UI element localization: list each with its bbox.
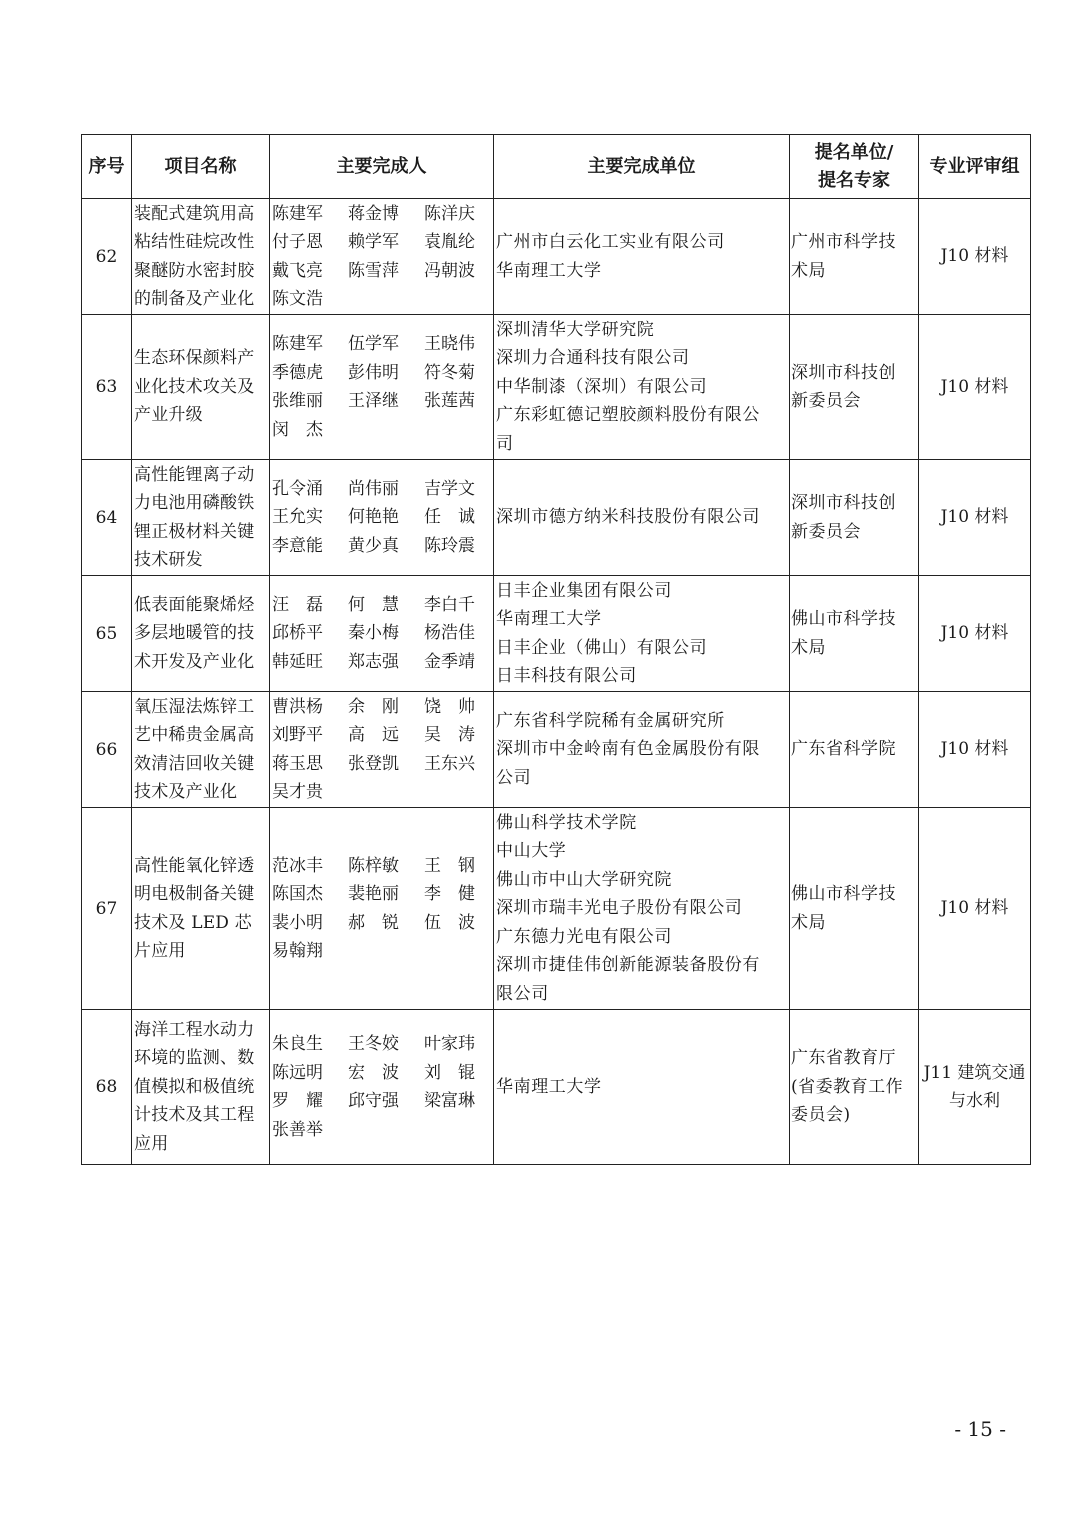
person-name: 邱守强 — [348, 1091, 399, 1111]
header-nominator-line — [790, 139, 918, 195]
person-name: 孔令涌 — [272, 478, 323, 499]
person-name: 张莲茜 — [424, 391, 475, 411]
units-cell — [494, 460, 790, 576]
people-cell — [270, 692, 494, 808]
project-name-line: 高性能氧化锌透 — [134, 855, 255, 876]
people-line — [270, 330, 493, 359]
nominator-line: 佛山市科学技 — [791, 609, 896, 629]
person-name: 李 健 — [424, 884, 475, 904]
project-name-line: 低表面能聚烯烃 — [134, 594, 255, 615]
person-name: 伍 波 — [424, 912, 475, 933]
unit-line: 公司 — [496, 767, 532, 788]
unit-line: 深圳市中金岭南有色金属股份有限 — [496, 739, 760, 760]
person-name: 蒋玉思 — [272, 753, 323, 774]
person-name: 黄少真 — [348, 535, 399, 556]
person-name: 何艳艳 — [348, 507, 399, 528]
person-name: 裴小明 — [272, 912, 323, 933]
person-name: 付子恩 — [272, 232, 323, 252]
header-project: 项目名称 — [132, 135, 270, 199]
person-name: 陈国杰 — [272, 884, 323, 904]
project-name-line: 技术及产业化 — [134, 782, 238, 802]
project-name-line: 生态环保颜料产 — [134, 348, 255, 369]
person-name: 陈雪萍 — [348, 260, 399, 281]
person-name: 王冬姣 — [348, 1034, 399, 1054]
person-name: 袁胤纶 — [424, 232, 475, 252]
people-cell — [270, 199, 494, 315]
nominator-line: 广州市科学技 — [791, 232, 896, 252]
unit-line: 日丰企业（佛山）有限公司 — [496, 637, 708, 658]
group-cell — [919, 692, 1031, 808]
person-name: 王泽继 — [348, 391, 399, 411]
header-nominator — [790, 135, 919, 199]
people-line — [270, 591, 493, 620]
person-name: 梁富琳 — [424, 1091, 475, 1111]
nominator-line: 术局 — [791, 912, 826, 933]
nominator-cell — [790, 808, 919, 1010]
people-line — [270, 750, 493, 779]
people-line — [270, 1059, 493, 1088]
project-name — [132, 315, 270, 460]
unit-line: 中华制漆（深圳）有限公司 — [496, 376, 708, 397]
nominator-line: 佛山市科学技 — [791, 884, 896, 904]
units-cell — [494, 199, 790, 315]
person-name: 张登凯 — [348, 753, 399, 774]
table-row — [82, 1010, 1031, 1165]
project-name — [132, 576, 270, 692]
group-cell — [919, 460, 1031, 576]
person-name: 符冬菊 — [424, 362, 475, 383]
project-name-line: 环境的监测、数 — [134, 1048, 255, 1069]
person-name: 杨浩佳 — [424, 623, 475, 644]
person-name: 任 诚 — [424, 507, 475, 528]
nominator-cell — [790, 692, 919, 808]
person-name: 余 刚 — [348, 696, 399, 717]
unit-line: 广东德力光电有限公司 — [496, 926, 672, 947]
project-name-line: 高性能锂离子动 — [134, 464, 255, 485]
person-name: 罗 耀 — [272, 1091, 323, 1111]
row-number: 62 — [82, 199, 132, 315]
person-name: 陈远明 — [272, 1062, 323, 1083]
row-number: 67 — [82, 808, 132, 1010]
person-name: 刘 锟 — [424, 1062, 475, 1083]
person-name: 陈建军 — [272, 334, 323, 354]
unit-line: 广东彩虹德记塑胶颜料股份有限公 — [496, 405, 760, 426]
project-name-line: 聚醚防水密封胶 — [134, 260, 255, 281]
unit-line: 华南理工大学 — [496, 609, 602, 629]
header-no: 序号 — [82, 135, 132, 199]
person-name: 邱桥平 — [272, 623, 323, 644]
person-name: 吉学文 — [424, 478, 475, 499]
people-line — [270, 503, 493, 532]
nominator-line: 新委员会 — [791, 391, 861, 411]
unit-line: 深圳市捷佳伟创新能源装备股份有 — [496, 955, 760, 976]
unit-line: 华南理工大学 — [496, 1076, 602, 1097]
project-name-line: 业化技术攻关及 — [134, 376, 255, 397]
unit-line: 中山大学 — [496, 841, 567, 862]
nominator-line: 委员会) — [791, 1105, 851, 1126]
people-line — [270, 387, 493, 416]
project-name-line: 艺中稀贵金属高 — [134, 725, 255, 745]
people-line — [270, 648, 493, 677]
people-line — [270, 228, 493, 257]
project-name-line: 产业升级 — [134, 405, 203, 426]
table-row — [82, 460, 1031, 576]
people-line — [270, 619, 493, 648]
project-name — [132, 692, 270, 808]
person-name: 李意能 — [272, 535, 323, 556]
person-name: 郝 锐 — [348, 912, 399, 933]
people-line — [270, 721, 493, 750]
nominator-line: 深圳市科技创 — [791, 362, 896, 383]
table-row — [82, 692, 1031, 808]
person-name: 刘野平 — [272, 725, 323, 745]
unit-line: 广州市白云化工实业有限公司 — [496, 232, 725, 252]
person-name: 宏 波 — [348, 1062, 399, 1083]
person-name: 尚伟丽 — [348, 478, 399, 499]
table-row — [82, 576, 1031, 692]
person-name: 吴才贵 — [272, 782, 323, 802]
person-name: 戴飞亮 — [272, 260, 323, 281]
nominator-cell — [790, 1010, 919, 1165]
people-line — [270, 257, 493, 286]
person-name: 张善举 — [272, 1119, 323, 1140]
person-name: 秦小梅 — [348, 623, 399, 644]
person-name: 季德虎 — [272, 362, 323, 383]
people-line — [270, 359, 493, 388]
row-number: 66 — [82, 692, 132, 808]
people-cell — [270, 576, 494, 692]
header-group: 专业评审组 — [919, 135, 1031, 199]
person-name: 王晓伟 — [424, 334, 475, 354]
people-line — [270, 416, 493, 445]
unit-line: 限公司 — [496, 983, 549, 1004]
person-name: 伍学军 — [348, 334, 399, 354]
project-name-line: 多层地暖管的技 — [134, 623, 255, 644]
person-name: 陈玲震 — [424, 535, 475, 556]
page-number: - 15 - — [954, 1417, 1006, 1441]
unit-line: 日丰企业集团有限公司 — [496, 580, 672, 601]
nominator-line: 术局 — [791, 637, 826, 658]
project-name-line: 值模拟和极值统 — [134, 1076, 255, 1097]
award-table — [81, 134, 1031, 1165]
project-name — [132, 1010, 270, 1165]
people-cell — [270, 1010, 494, 1165]
person-name: 王允实 — [272, 507, 323, 528]
group-cell — [919, 1010, 1031, 1165]
person-name: 李白千 — [424, 594, 475, 615]
row-number: 65 — [82, 576, 132, 692]
units-cell — [494, 692, 790, 808]
person-name: 陈建军 — [272, 203, 323, 224]
group-cell — [919, 808, 1031, 1010]
person-name: 冯朝波 — [424, 260, 475, 281]
group-cell — [919, 199, 1031, 315]
nominator-line: 术局 — [791, 260, 826, 281]
person-name: 张维丽 — [272, 391, 323, 411]
nominator-line: 新委员会 — [791, 521, 861, 542]
people-line — [270, 909, 493, 938]
group-cell — [919, 315, 1031, 460]
people-line — [270, 285, 493, 314]
person-name: 朱良生 — [272, 1034, 323, 1054]
people-line — [270, 693, 493, 722]
person-name: 彭伟明 — [348, 362, 399, 383]
project-name — [132, 199, 270, 315]
person-name: 叶家玮 — [424, 1034, 475, 1054]
people-line — [270, 475, 493, 504]
group-line: 与水利 — [949, 1091, 1000, 1111]
unit-line: 深圳力合通科技有限公司 — [496, 348, 690, 369]
person-name: 高 远 — [348, 725, 399, 745]
person-name: 赖学军 — [348, 232, 399, 252]
people-line — [270, 852, 493, 881]
unit-line: 华南理工大学 — [496, 260, 602, 281]
nominator-cell — [790, 315, 919, 460]
unit-line: 日丰科技有限公司 — [496, 666, 637, 686]
people-line — [270, 1116, 493, 1145]
row-number: 64 — [82, 460, 132, 576]
group-cell — [919, 576, 1031, 692]
person-name: 王 钢 — [424, 855, 475, 876]
person-name: 陈文浩 — [272, 289, 323, 309]
project-name-line: 装配式建筑用高 — [134, 203, 255, 224]
units-cell — [494, 315, 790, 460]
unit-line: 司 — [496, 433, 514, 454]
unit-line: 深圳市德方纳米科技股份有限公司 — [496, 507, 760, 528]
project-name-line: 技术及 LED 芯 — [134, 912, 252, 933]
people-cell — [270, 460, 494, 576]
header-line: 提名专家 — [818, 169, 890, 191]
header-units: 主要完成单位 — [494, 135, 790, 199]
person-name: 汪 磊 — [272, 594, 323, 615]
units-cell — [494, 1010, 790, 1165]
project-name-line: 计技术及其工程 — [134, 1105, 255, 1126]
unit-line: 深圳清华大学研究院 — [496, 319, 655, 340]
project-name-line: 片应用 — [134, 941, 186, 961]
unit-line: 广东省科学院稀有金属研究所 — [496, 710, 725, 731]
nominator-line: 广东省科学院 — [791, 739, 896, 760]
project-name-line: 技术研发 — [134, 550, 203, 570]
person-name: 饶 帅 — [424, 696, 475, 717]
unit-line: 佛山科学技术学院 — [496, 812, 637, 833]
people-line — [270, 778, 493, 807]
person-name: 曹洪杨 — [272, 696, 323, 717]
person-name: 韩延旺 — [272, 651, 323, 672]
people-cell — [270, 315, 494, 460]
row-number: 68 — [82, 1010, 132, 1165]
person-name: 吴 涛 — [424, 725, 475, 745]
project-name-line: 应用 — [134, 1133, 169, 1154]
group-line: J10 材料 — [940, 376, 1009, 397]
group-line: J10 材料 — [940, 623, 1009, 644]
header-people: 主要完成人 — [270, 135, 494, 199]
project-name-line: 的制备及产业化 — [134, 289, 255, 309]
project-name-line: 力电池用磷酸铁 — [134, 493, 255, 513]
nominator-cell — [790, 199, 919, 315]
person-name: 裴艳丽 — [348, 884, 399, 904]
project-name-line: 氧压湿法炼锌工 — [134, 696, 255, 717]
table-row — [82, 808, 1031, 1010]
person-name: 蒋金博 — [348, 203, 399, 224]
project-name-line: 术开发及产业化 — [134, 651, 255, 672]
table-row — [82, 315, 1031, 460]
project-name-line: 效清洁回收关键 — [134, 753, 255, 774]
person-name: 王东兴 — [424, 753, 475, 774]
units-cell — [494, 808, 790, 1010]
person-name: 金季靖 — [424, 651, 475, 672]
unit-line: 深圳市瑞丰光电子股份有限公司 — [496, 898, 743, 919]
people-line — [270, 1030, 493, 1059]
project-name — [132, 808, 270, 1010]
people-line — [270, 880, 493, 909]
group-line: J10 材料 — [940, 507, 1009, 528]
row-number: 63 — [82, 315, 132, 460]
header-row — [82, 135, 1031, 199]
nominator-line: (省委教育工作 — [791, 1076, 904, 1097]
nominator-line: 深圳市科技创 — [791, 493, 896, 513]
project-name-line: 锂正极材料关键 — [134, 521, 255, 542]
person-name: 何 慧 — [348, 594, 399, 615]
group-line: J10 材料 — [940, 246, 1009, 267]
person-name: 陈梓敏 — [348, 855, 399, 876]
project-name-line: 明电极制备关键 — [134, 884, 255, 904]
person-name: 易翰翔 — [272, 941, 323, 961]
project-name-line: 粘结性硅烷改性 — [134, 232, 255, 252]
project-name-line: 海洋工程水动力 — [134, 1019, 255, 1040]
people-line — [270, 1087, 493, 1116]
nominator-cell — [790, 576, 919, 692]
person-name: 郑志强 — [348, 651, 399, 672]
people-line — [270, 532, 493, 561]
people-line — [270, 200, 493, 229]
people-line — [270, 937, 493, 966]
people-cell — [270, 808, 494, 1010]
person-name: 陈洋庆 — [424, 203, 475, 224]
table-row — [82, 199, 1031, 315]
header-line: 提名单位/ — [814, 141, 894, 163]
nominator-line: 广东省教育厅 — [791, 1048, 896, 1069]
units-cell — [494, 576, 790, 692]
group-line: J10 材料 — [940, 898, 1009, 919]
person-name: 闵 杰 — [272, 419, 323, 440]
project-name — [132, 460, 270, 576]
group-line: J10 材料 — [940, 739, 1009, 760]
person-name: 范冰丰 — [272, 855, 323, 876]
unit-line: 佛山市中山大学研究院 — [496, 869, 672, 890]
nominator-cell — [790, 460, 919, 576]
group-line: J11 建筑交通 — [923, 1062, 1026, 1083]
